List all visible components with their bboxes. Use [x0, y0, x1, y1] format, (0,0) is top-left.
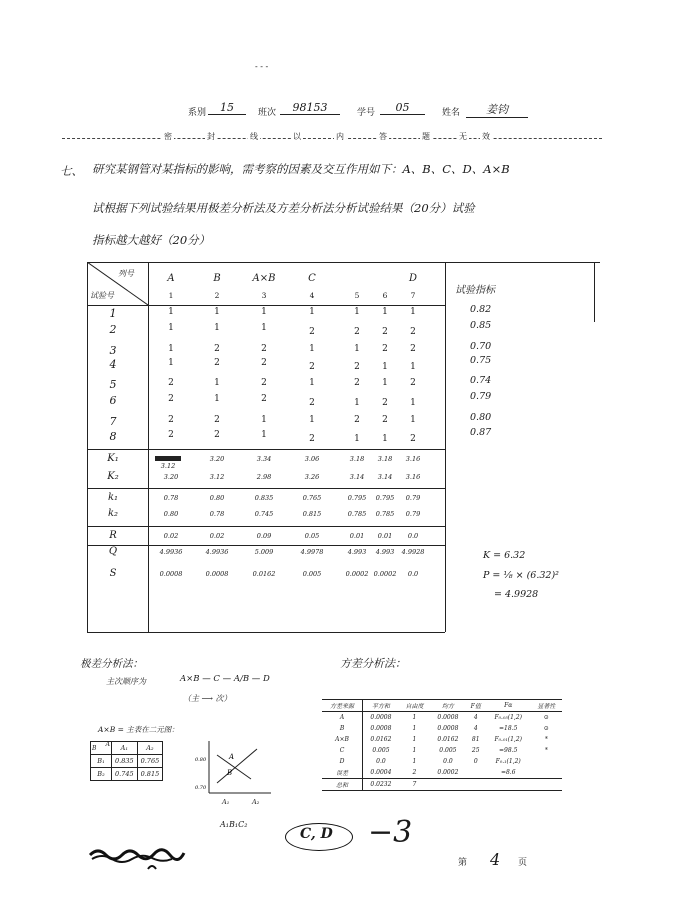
anv-header: Fα — [486, 700, 531, 712]
level-cell: 2 — [410, 378, 416, 388]
result-value: 0.87 — [470, 427, 492, 438]
level-cell: 1 — [382, 434, 388, 444]
anv-cell — [531, 756, 562, 767]
level-cell: 1 — [309, 344, 315, 354]
factor-label: A×B — [252, 273, 276, 284]
anv-total-cell — [466, 779, 486, 791]
stat-value: 4.9936 — [205, 548, 229, 556]
level-cell: 1 — [168, 344, 174, 354]
level-cell: 1 — [354, 344, 360, 354]
level-cell: 2 — [214, 344, 220, 354]
anv-cell: 4 — [473, 714, 478, 721]
anv-row — [322, 712, 562, 724]
anv-cell: F₀.₀₅(1,2) — [494, 714, 522, 721]
row-number: 4 — [109, 358, 117, 371]
stat-value: 4.9978 — [300, 548, 324, 556]
level-cell: 1 — [261, 323, 267, 333]
stat-value: 0.80 — [209, 494, 225, 502]
level-cell: 1 — [309, 378, 315, 388]
stat-value: 3.16 — [405, 473, 421, 481]
stat-value: 4.9928 — [401, 548, 425, 556]
stat-value: 0.0008 — [159, 570, 183, 578]
level-cell: 2 — [168, 415, 174, 425]
level-cell: 2 — [309, 434, 315, 444]
stat-value: 0.0002 — [345, 570, 369, 578]
page-number: 4 — [490, 850, 501, 869]
stat-value: 0.79 — [405, 494, 421, 502]
level-cell: 2 — [214, 358, 220, 368]
variance-table — [322, 699, 562, 791]
order-note: （主 ⟶ 次） — [183, 694, 232, 703]
side-calc-result: = 4.9928 — [494, 589, 539, 600]
stat-label: K₂ — [107, 471, 119, 482]
stat-label: Q — [108, 546, 118, 557]
factor-label: A — [167, 273, 175, 284]
anv-cell: 0.0004 — [370, 769, 392, 776]
level-cell: 2 — [309, 362, 315, 372]
stat-value: 3.12 — [209, 473, 225, 481]
anv-cell: 1 — [412, 725, 417, 732]
question-line-3: 指标越大越好（20分） — [92, 233, 211, 247]
anv-cell: 1 — [412, 747, 417, 754]
stat-value: 0.745 — [254, 510, 274, 518]
stat-value: 0.795 — [375, 494, 395, 502]
axb-corner-b: B — [92, 745, 97, 752]
stat-value: 3.14 — [377, 473, 393, 481]
graph-ytick-top: 0.80 — [195, 757, 207, 763]
anv-row — [322, 745, 562, 756]
seal-char: 内 — [336, 132, 344, 141]
result-value: 0.75 — [470, 355, 492, 366]
column-number: 2 — [214, 291, 220, 300]
stat-value: 0.0008 — [205, 570, 229, 578]
stat-value: 0.01 — [377, 532, 393, 540]
stat-value: 3.14 — [349, 473, 365, 481]
anv-total-cell — [531, 779, 562, 791]
axb-head: A₂ — [137, 742, 163, 755]
result-value: 0.85 — [470, 320, 492, 331]
anv-header: F值 — [466, 700, 486, 712]
level-cell: 2 — [354, 362, 360, 372]
anv-cell: A — [322, 712, 363, 724]
column-number: 4 — [309, 291, 315, 300]
anv-total-cell: 7 — [399, 779, 430, 791]
level-cell: 1 — [261, 307, 267, 317]
result-value: 0.74 — [470, 375, 492, 386]
anv-header: 均方 — [430, 700, 466, 712]
stat-value: 3.18 — [349, 455, 365, 463]
level-cell: 2 — [354, 327, 360, 337]
anv-cell: 0.0008 — [437, 714, 459, 721]
name-label: 姓名 — [442, 108, 461, 118]
anv-header: 自由度 — [399, 700, 430, 712]
level-cell: 1 — [261, 430, 267, 440]
stat-label: S — [109, 568, 117, 579]
level-cell: 1 — [410, 415, 416, 425]
level-cell: 1 — [410, 362, 416, 372]
seal-char: 线 — [250, 132, 258, 141]
stat-value: 0.785 — [375, 510, 395, 518]
anv-cell: ⊙ — [543, 725, 549, 732]
axb-table — [90, 741, 163, 781]
level-cell: 1 — [261, 415, 267, 425]
row-number: 3 — [109, 344, 117, 357]
stat-value: 3.06 — [304, 455, 320, 463]
level-cell: 2 — [261, 344, 267, 354]
conclusion: A₁B₁C₂ — [220, 820, 248, 829]
level-cell: 2 — [354, 378, 360, 388]
stat-value: 4.9936 — [159, 548, 183, 556]
anv-cell: C — [322, 745, 363, 756]
level-cell: 2 — [309, 398, 315, 408]
stat-value: 2.98 — [256, 473, 272, 481]
anv-cell: 0 — [473, 758, 478, 765]
stat-value: 0.0 — [407, 570, 419, 578]
level-cell: 1 — [410, 398, 416, 408]
anv-cell — [466, 767, 486, 779]
stat-value: 4.993 — [347, 548, 367, 556]
anv-total-cell: 总和 — [322, 779, 363, 791]
anv-cell: F₀.₁(1,2) — [495, 758, 521, 765]
id-value: 05 — [380, 101, 425, 115]
seal-char: 无 — [459, 132, 467, 141]
seal-char: 封 — [207, 132, 215, 141]
anv-cell: 0.005 — [439, 747, 457, 754]
anv-cell: =98.5 — [499, 747, 518, 754]
anv-cell: * — [544, 747, 548, 754]
stat-value: 0.795 — [347, 494, 367, 502]
dept-value: 15 — [208, 101, 246, 115]
stat-value: 0.01 — [349, 532, 365, 540]
order-label: 主次顺序为 — [106, 677, 146, 686]
anv-cell: 误差 — [322, 767, 363, 779]
anv-cell: F₀.₀₁(1,2) — [494, 736, 522, 743]
column-number: 6 — [382, 291, 388, 300]
anv-cell: 0.0002 — [437, 769, 459, 776]
stat-label: K₁ — [107, 453, 119, 464]
stat-value: 3.20 — [163, 473, 179, 481]
page-suffix: 页 — [518, 858, 528, 868]
result-value: 0.70 — [470, 341, 492, 352]
axb-cell: 0.745 — [112, 768, 138, 781]
level-cell: 2 — [382, 398, 388, 408]
anv-row — [322, 723, 562, 734]
stat-value: 5.009 — [254, 548, 274, 556]
seal-char: 以 — [293, 132, 301, 141]
level-cell: 1 — [382, 378, 388, 388]
anv-cell: * — [544, 736, 548, 743]
level-cell: 1 — [214, 323, 220, 333]
k1-a-corrected: 3.12 — [160, 462, 176, 470]
stat-value: 0.785 — [347, 510, 367, 518]
anv-cell: 2 — [412, 769, 417, 776]
anv-cell: 0.0162 — [370, 736, 392, 743]
anv-cell: 0.0008 — [370, 725, 392, 732]
corner-bottom-label: 试验号 — [90, 291, 114, 300]
anv-cell: 1 — [412, 758, 417, 765]
stat-value: 0.02 — [163, 532, 179, 540]
axb-corner-a: A — [105, 741, 110, 748]
factor-label: B — [213, 273, 221, 284]
class-label: 班次 — [258, 108, 277, 118]
stat-value: 0.78 — [209, 510, 225, 518]
side-calc-k: K = 6.32 — [483, 550, 526, 561]
graph-point-a: A — [229, 753, 235, 761]
seal-char: 答 — [379, 132, 387, 141]
row-number: 5 — [109, 378, 117, 391]
anv-cell: 0.0162 — [437, 736, 459, 743]
anv-cell: 25 — [471, 747, 480, 754]
level-cell: 1 — [354, 434, 360, 444]
stat-value: 0.09 — [256, 532, 272, 540]
circled-cd-text: C, D — [300, 826, 333, 842]
anv-total-cell — [486, 779, 531, 791]
stat-label: k₂ — [107, 508, 119, 519]
column-number: 3 — [261, 291, 267, 300]
row-number: 2 — [109, 323, 117, 336]
stat-value: 0.815 — [302, 510, 322, 518]
stat-value: 0.79 — [405, 510, 421, 518]
level-cell: 1 — [309, 415, 315, 425]
stat-value: 4.993 — [375, 548, 395, 556]
stat-value: 0.005 — [302, 570, 322, 578]
stat-value: 0.02 — [209, 532, 225, 540]
level-cell: 2 — [309, 327, 315, 337]
anv-cell: 81 — [471, 736, 480, 743]
anv-row — [322, 756, 562, 767]
axb-note: A×B = 主表在二元图： — [98, 725, 179, 734]
result-value: 0.79 — [470, 391, 492, 402]
graph-x2: A₂ — [252, 798, 260, 806]
order-value: A×B — C — A/B — D — [180, 674, 270, 684]
stat-value: 0.835 — [254, 494, 274, 502]
seal-char: 密 — [164, 132, 172, 141]
level-cell: 1 — [214, 307, 220, 317]
anv-header: 方差来源 — [322, 700, 363, 712]
anv-cell: B — [322, 723, 363, 734]
level-cell: 2 — [382, 344, 388, 354]
anv-cell: 0.005 — [372, 747, 390, 754]
anv-header: 显著性 — [531, 700, 562, 712]
axb-cell: 0.765 — [137, 755, 163, 768]
graph-ytick-bottom: 0.70 — [195, 785, 207, 791]
level-cell: 1 — [354, 307, 360, 317]
row-number: 8 — [109, 430, 117, 443]
column-number: 5 — [354, 291, 360, 300]
scan-mark: - - - — [255, 62, 269, 71]
interaction-graph — [195, 735, 275, 805]
anv-cell: 0.0008 — [437, 725, 459, 732]
graph-x1: A₁ — [222, 798, 230, 806]
axb-head: A₁ — [112, 742, 138, 755]
row-number: 7 — [109, 415, 117, 428]
seal-char: 效 — [482, 132, 490, 141]
variance-analysis-title: 方差分析法： — [340, 657, 406, 670]
column-number: 7 — [410, 291, 416, 300]
level-cell: 1 — [168, 307, 174, 317]
level-cell: 1 — [382, 362, 388, 372]
dept-label: 系别 — [188, 108, 207, 118]
seal-char: 题 — [422, 132, 430, 141]
axb-cell: 0.815 — [137, 768, 163, 781]
anv-cell: =18.5 — [499, 725, 518, 732]
score-mark: −3 — [368, 815, 413, 850]
level-cell: 2 — [410, 344, 416, 354]
level-cell: 2 — [261, 358, 267, 368]
stat-value: 3.18 — [377, 455, 393, 463]
level-cell: 1 — [382, 307, 388, 317]
question-line-1: 研究某钢管对某指标的影响，需考察的因素及交互作用如下：A、B、C、D、A×B — [92, 162, 510, 176]
anv-cell: A×B — [322, 734, 363, 745]
stat-value: 3.34 — [256, 455, 272, 463]
stat-value: 0.80 — [163, 510, 179, 518]
level-cell: 2 — [261, 394, 267, 404]
anv-cell: 0.0 — [443, 758, 453, 765]
stat-value: 0.0162 — [252, 570, 276, 578]
crossed-out-value — [155, 456, 181, 461]
level-cell: 2 — [410, 434, 416, 444]
level-cell: 2 — [168, 394, 174, 404]
level-cell: 2 — [410, 327, 416, 337]
column-number: 1 — [168, 291, 174, 300]
stat-value: 0.0002 — [373, 570, 397, 578]
level-cell: 2 — [168, 430, 174, 440]
stat-value: 0.78 — [163, 494, 179, 502]
page-prefix: 第 — [458, 858, 468, 868]
anv-cell: D — [322, 756, 363, 767]
level-cell: 2 — [214, 430, 220, 440]
range-analysis-title: 极差分析法： — [80, 658, 143, 670]
factor-label: C — [308, 273, 316, 284]
anv-cell: ⊙ — [543, 714, 549, 721]
result-value: 0.80 — [470, 412, 492, 423]
factor-label: D — [408, 273, 418, 284]
graph-point-b: B — [227, 769, 233, 777]
class-value: 98153 — [280, 101, 340, 115]
level-cell: 2 — [261, 378, 267, 388]
level-cell: 1 — [410, 307, 416, 317]
level-cell: 1 — [168, 323, 174, 333]
level-cell: 2 — [214, 415, 220, 425]
axb-cell: 0.835 — [112, 755, 138, 768]
anv-header: 平方和 — [363, 700, 399, 712]
anv-row — [322, 734, 562, 745]
anv-cell — [531, 767, 562, 779]
anv-cell: 4 — [473, 725, 478, 732]
level-cell: 2 — [382, 327, 388, 337]
stat-value: 3.20 — [209, 455, 225, 463]
stat-value: 3.16 — [405, 455, 421, 463]
anv-cell: 0.0008 — [370, 714, 392, 721]
level-cell: 1 — [214, 394, 220, 404]
axb-cell: B₂ — [91, 768, 112, 781]
question-number: 七、 — [60, 164, 83, 178]
stat-value: 3.26 — [304, 473, 320, 481]
stat-label: k₁ — [107, 492, 119, 503]
anv-cell: 0.0 — [376, 758, 386, 765]
anv-total-cell — [430, 779, 466, 791]
seal-line — [62, 131, 602, 143]
name-value: 姜钧 — [466, 101, 528, 118]
axb-cell: B₁ — [91, 755, 112, 768]
result-value: 0.82 — [470, 304, 492, 315]
signature-scribble — [88, 845, 188, 875]
level-cell: 1 — [168, 358, 174, 368]
anv-row — [322, 767, 562, 779]
anv-cell: 1 — [412, 736, 417, 743]
row-number: 6 — [109, 394, 117, 407]
result-header: 试验指标 — [455, 285, 495, 296]
stat-value: 0.0 — [407, 532, 419, 540]
corner-top-label: 列号 — [118, 269, 134, 278]
stat-label: R — [109, 530, 117, 541]
stat-value: 0.765 — [302, 494, 322, 502]
question-line-2: 试根据下列试验结果用极差分析法及方差分析法分析试验结果（20分）试验 — [92, 201, 475, 215]
stat-value: 0.05 — [304, 532, 320, 540]
level-cell: 1 — [214, 378, 220, 388]
level-cell: 1 — [354, 398, 360, 408]
anv-cell: =8.6 — [500, 769, 516, 776]
level-cell: 2 — [354, 415, 360, 425]
level-cell: 1 — [309, 307, 315, 317]
level-cell: 2 — [382, 415, 388, 425]
id-label: 学号 — [357, 108, 376, 118]
anv-cell: 1 — [412, 714, 417, 721]
anv-total-cell: 0.0232 — [363, 779, 399, 791]
side-calc-p: P = ⅛ × (6.32)² — [483, 570, 559, 581]
level-cell: 2 — [168, 378, 174, 388]
row-number: 1 — [109, 307, 117, 320]
